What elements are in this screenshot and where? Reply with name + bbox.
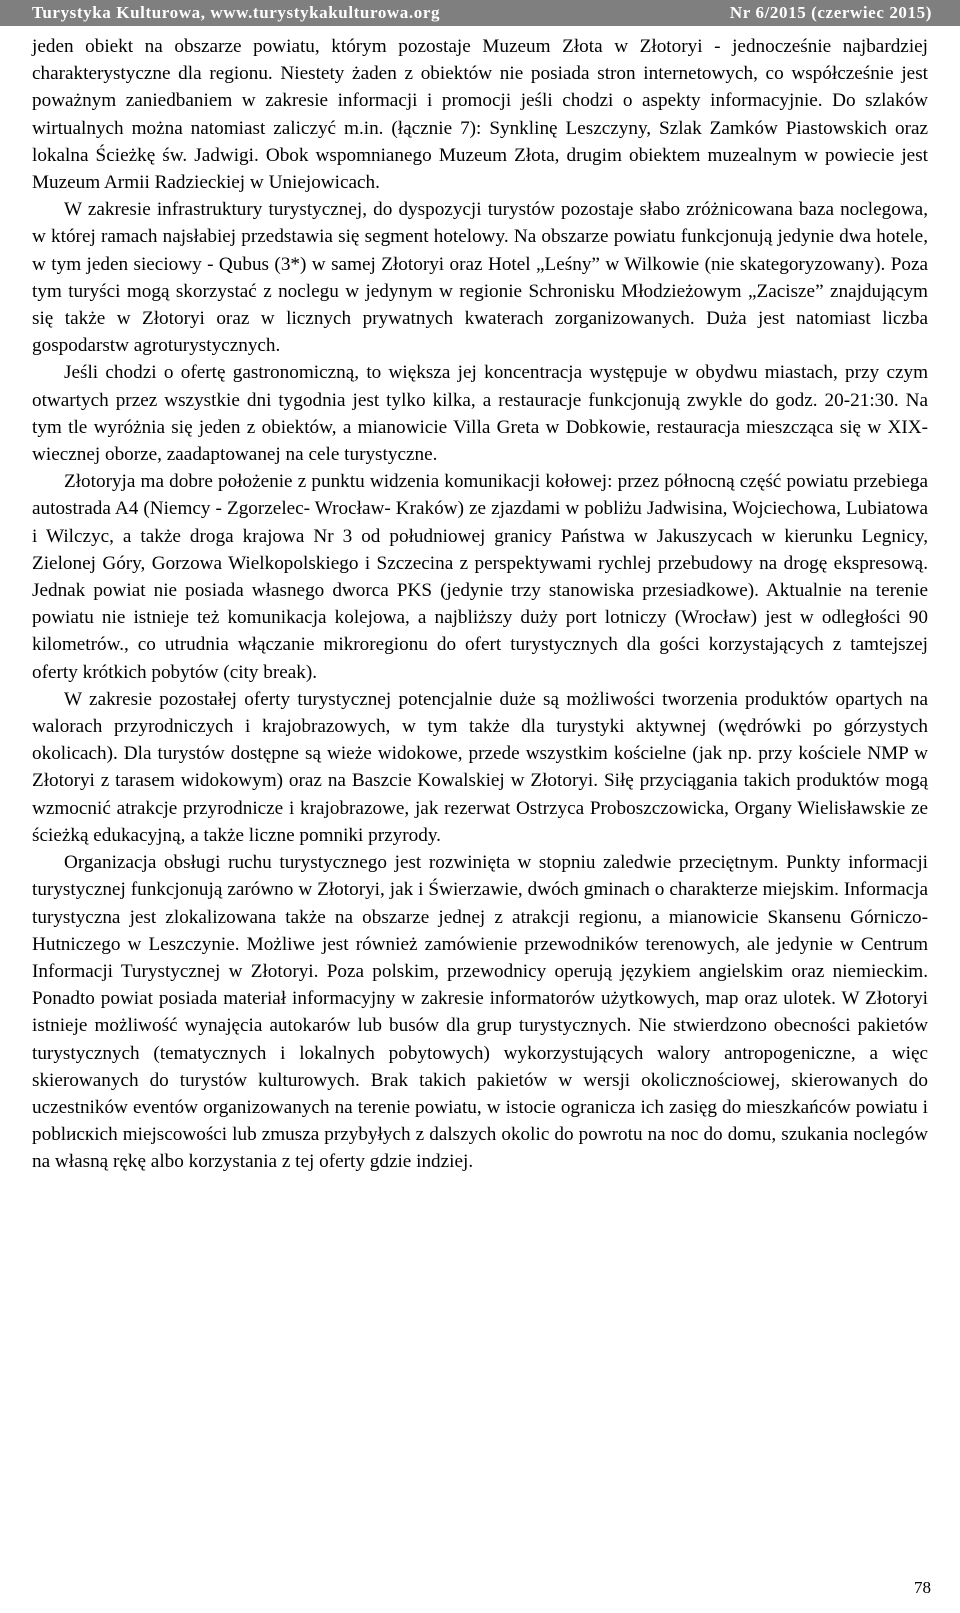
article-body: [32, 33, 928, 1176]
issue-number: Nr 6/2015 (czerwiec 2015): [729, 3, 932, 22]
paragraph-3: Jeśli chodzi o ofertę gastronomiczną, to większa jej koncentracja występuje w obydwu miastach, przy czym otwartych przez wszystkie dni tygodnia jest tylko kilka, a restauracje funkcjonują zwykle do godz. 20-21:30. Na tym tle wyróżnia się jeden z obiektów, a mianowicie Villa Greta w Dobkowie, restauracja mieszcząca się w XIX-wiecznej oborze, zaadaptowanej na cele turystyczne.: [32, 362, 928, 466]
paragraph-1: jeden obiekt na obszarze powiatu, którym pozostaje Muzeum Złota w Złotoryi - jednocześnie najbardziej charakterystyczne dla regionu. Niestety żaden z obiektów nie posiada stron internetowych, co współcześnie jest poważnym zaniedbaniem w zakresie informacji i promocji jeśli chodzi o aspekty informacyjnie. Do szlaków wirtualnych można natomiast zaliczyć m.in. (łącznie 7): Synklinę Leszczyny, Szlak Zamków Piastowskich oraz lokalna Ścieżkę św. Jadwigi. Obok wspomnianego Muzeum Złota, drugim obiektem muzealnym w powiecie jest Muzeum Armii Radzieckiej w Uniejowicach.: [32, 36, 928, 194]
paragraph-5: W zakresie pozostałej oferty turystycznej potencjalnie duże są możliwości tworzenia produktów opartych na walorach przyrodniczych i krajobrazowych, w tym także dla turystyki aktywnej (wędrówki po górzystych okolicach). Dla turystów dostępne są wieże widokowe, przede wszystkim kościelne (jak np. przy kościele NMP w Złotoryi z tarasem widokowym) oraz na Baszcie Kowalskiej w Złotoryi. Siłę przyciągania takich produktów mogą wzmocnić atrakcje przyrodnicze i krajobrazowe, jak rezerwat Ostrzyca Proboszczowicka, Organy Wielisławskie ze ścieżką edukacyjną, a także liczne pomniki przyrody.: [32, 688, 928, 846]
paragraph-2: W zakresie infrastruktury turystycznej, do dyspozycji turystów pozostaje słabo zróżnicowana baza noclegowa, w której ramach najsłabiej przedstawia się segment hotelowy. Na obszarze powiatu funkcjonują jedynie dwa hotele, w tym jeden sieciowy - Qubus (3*) w samej Złotoryi oraz Hotel „Leśny” w Wilkowie (nie skategoryzowany). Poza tym turyści mogą skorzystać z noclegu w jedynym w regionie Schronisku Młodzieżowym „Zacisze” znajdującym się także w Złotoryi oraz w licznych prywatnych kwaterach zorganizowanych. Duża jest natomiast liczba gospodarstw agroturystycznych.: [32, 199, 928, 357]
paragraph-4: Złotoryja ma dobre położenie z punktu widzenia komunikacji kołowej: przez północną część powiatu przebiega autostrada A4 (Niemcy - Zgorzelec- Wrocław- Kraków) ze zjazdami w pobliżu Jadwisina, Wojciechowa, Lubiatowa i Wilczyc, a także droga krajowa Nr 3 od południowej granicy Państwa w Jakuszycach w kierunku Legnicy, Zielonej Góry, Gorzowa Wielkopolskiego i Szczecina z perspektywami rychlej przebudowy na drogę ekspresową. Jednak powiat nie posiada własnego dworca PKS (jedynie trzy stanowiska przesiadkowe). Aktualnie na terenie powiatu nie istnieje też komunikacja kolejowa, a najbliższy duży port lotniczy (Wrocław) jest w odległości 90 kilometrów., co utrudnia włączanie mikroregionu do ofert turystycznych dla gości korzystających z tamtejszej oferty krótkich pobytów (city break).: [32, 471, 928, 683]
journal-title: Turystyka Kulturowa, www.turystykakulturowa.org: [32, 3, 441, 22]
page-header: [0, 0, 960, 26]
page-number: 78: [914, 1578, 931, 1597]
paragraph-6: Organizacja obsługi ruchu turystycznego jest rozwinięta w stopniu zaledwie przeciętnym. Punkty informacji turystycznej funkcjonują zarówno w Złotoryi, jak i Świerzawie, dwóch gminach o charakterze miejskim. Informacja turystyczna jest zlokalizowana także na obszarze jednej z atrakcji regionu, a mianowicie Skansenu Górniczo-Hutniczego w Leszczynie. Możliwe jest również zamówienie przewodników terenowych, ale jedynie w Centrum Informacji Turystycznej w Złotoryi. Poza polskim, przewodnicy operują językiem angielskim oraz niemieckim. Ponadto powiat posiada materiał informacyjny w zakresie informatorów użytkowych, map oraz ulotek. W Złotoryi istnieje możliwość wynajęcia autokarów lub busów dla grup turystycznych. Nie stwierdzono obecności pakietów turystycznych (tematycznych i lokalnych pobytowych) wykorzystujących walory antropogeniczne, a więc skierowanych do turystów kulturowych. Brak takich pakietów w wersji okolicznościowej, skierowanych do uczestników eventów organizowanych na terenie powiatu, w istocie ogranicza ich zasięg do mieszkańców powiatu i poblискich miejscowości lub zmusza przybyłych z dalszych okolic do powrotu na noc do domu, szukania noclegów na własną rękę albo korzystania z tej oferty gdzie indziej.: [32, 852, 928, 1173]
